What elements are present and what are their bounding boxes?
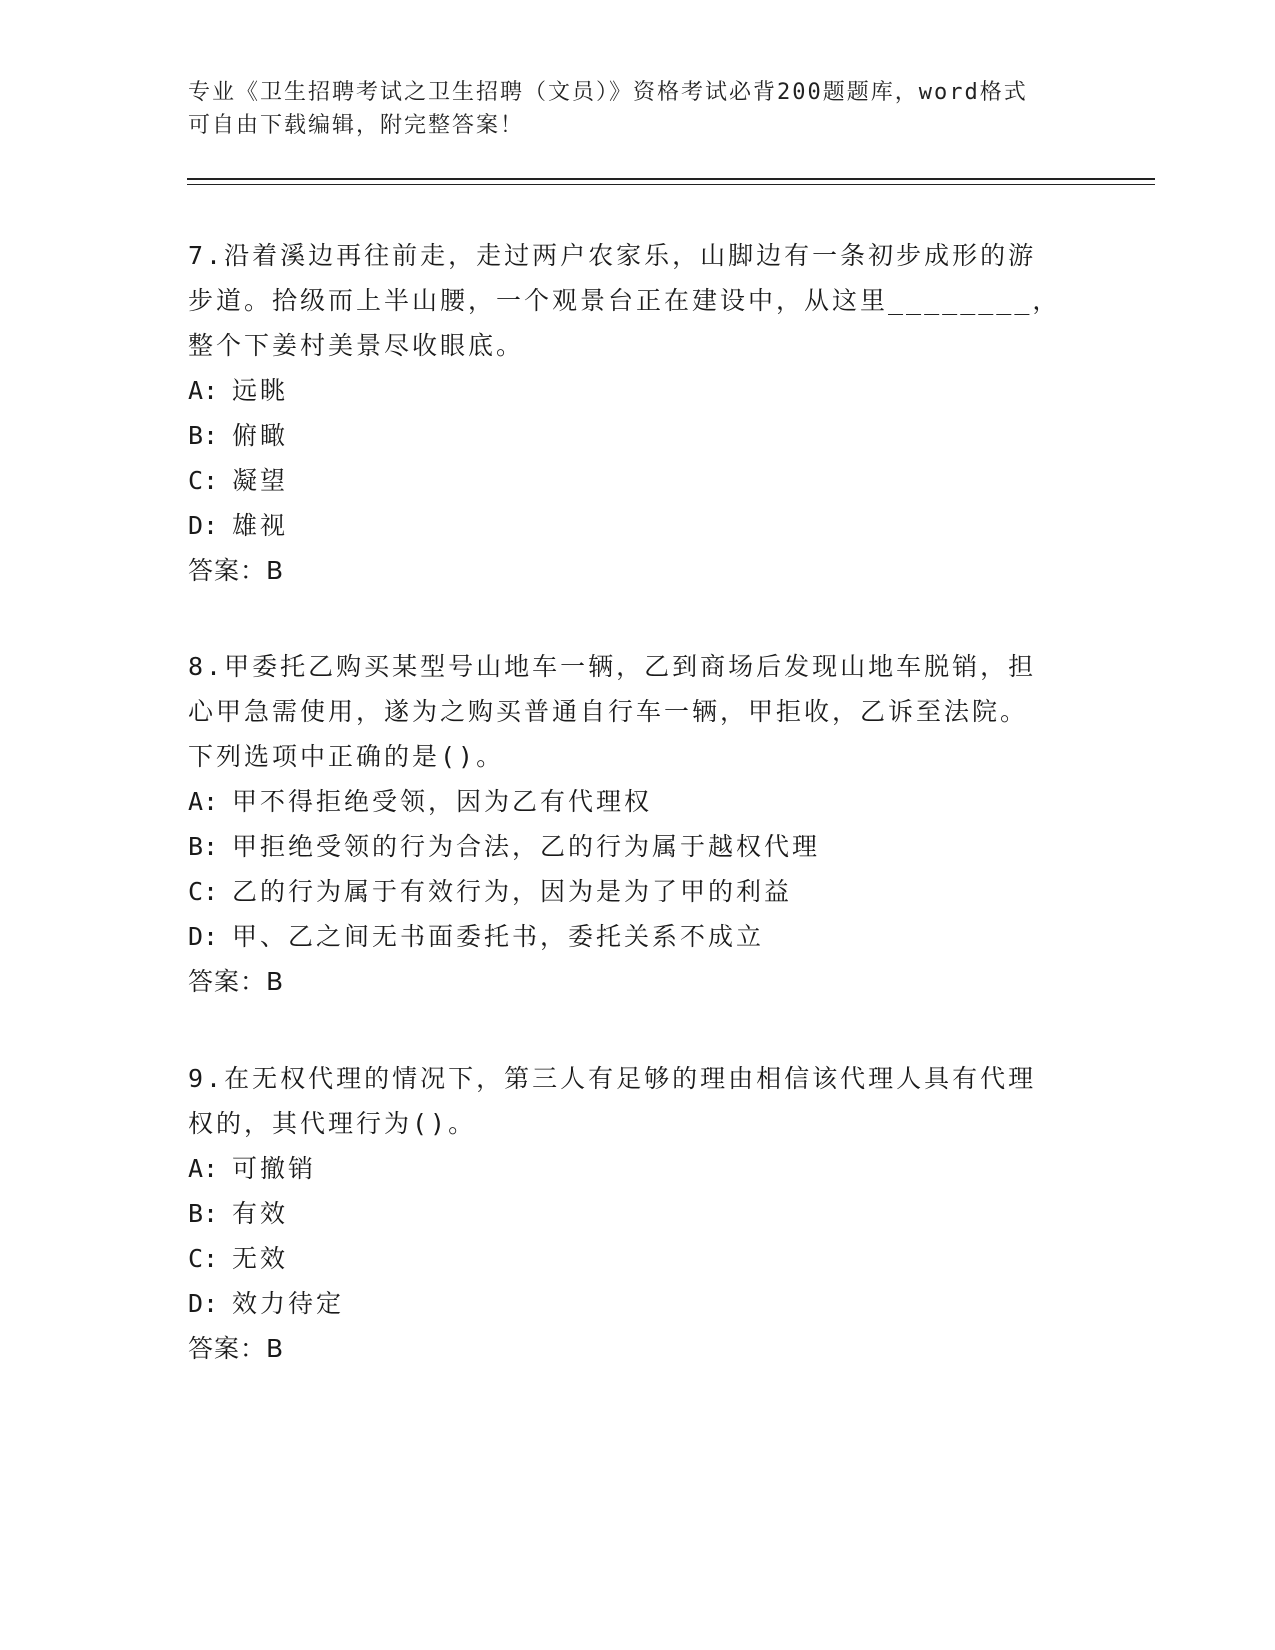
option-text: 无效 [232,1244,289,1273]
option-key: B: [188,421,219,450]
option-key: B: [188,1199,219,1228]
option-key: D: [188,511,219,540]
option-text: 凝望 [232,466,289,495]
option-text: 雄视 [232,511,289,540]
option-key: B: [188,832,219,861]
option-text: 效力待定 [232,1289,345,1318]
question-line: 甲委托乙购买某型号山地车一辆，乙到商场后发现山地车脱销，担 [224,652,1037,681]
option-key: C: [188,877,219,906]
question-line: 心甲急需使用，遂为之购买普通自行车一辆，甲拒收，乙诉至法院。 [188,697,1029,726]
answer-line: 答案：B [188,1334,285,1363]
question-number: 7. [188,241,225,270]
option-text: 乙的行为属于有效行为，因为是为了甲的利益 [232,877,793,906]
option-text: 甲拒绝受领的行为合法，乙的行为属于越权代理 [232,832,821,861]
option-key: A: [188,787,219,816]
option-a [188,368,1068,413]
question-number: 9. [188,1064,225,1093]
option-c [188,1236,1068,1281]
document-header [188,76,1068,142]
option-a [188,779,1068,824]
option-text: 可撤销 [232,1154,317,1183]
question-line: 沿着溪边再往前走，走过两户农家乐，山脚边有一条初步成形的游 [224,241,1037,270]
option-key: D: [188,1289,219,1318]
option-b [188,1191,1068,1236]
question-number: 8. [188,652,225,681]
question-line: 整个下姜村美景尽收眼底。 [188,331,525,360]
option-key: A: [188,376,219,405]
option-key: C: [188,466,219,495]
question-stem [188,233,1068,368]
question-8 [188,644,1068,1004]
header-line-2: 可自由下载编辑，附完整答案！ [188,113,525,138]
answer-line: 答案：B [188,556,285,585]
question-line: 在无权代理的情况下，第三人有足够的理由相信该代理人具有代理 [224,1064,1037,1093]
option-a [188,1146,1068,1191]
option-text: 俯瞰 [232,421,289,450]
option-c [188,869,1068,914]
option-c [188,458,1068,503]
header-divider-thick [187,178,1155,180]
option-b [188,824,1068,869]
question-stem [188,1056,1068,1146]
question-line: 下列选项中正确的是()。 [188,742,505,771]
option-key: A: [188,1154,219,1183]
question-line: 权的，其代理行为()。 [188,1109,477,1138]
answer-line: 答案：B [188,967,285,996]
header-line-1: 专业《卫生招聘考试之卫生招聘（文员）》资格考试必背200题题库，word格式 [188,80,1028,105]
option-text: 远眺 [232,376,289,405]
option-text: 有效 [232,1199,289,1228]
option-key: C: [188,1244,219,1273]
question-line: 步道。拾级而上半山腰，一个观景台正在建设中，从这里________， [188,286,1061,315]
question-9 [188,1056,1068,1371]
question-stem [188,644,1068,779]
option-key: D: [188,922,219,951]
option-text: 甲不得拒绝受领，因为乙有代理权 [232,787,653,816]
option-text: 甲、乙之间无书面委托书，委托关系不成立 [232,922,765,951]
header-divider-thin [187,184,1155,185]
question-7 [188,233,1068,593]
option-d [188,914,1068,959]
option-d [188,1281,1068,1326]
option-d [188,503,1068,548]
option-b [188,413,1068,458]
